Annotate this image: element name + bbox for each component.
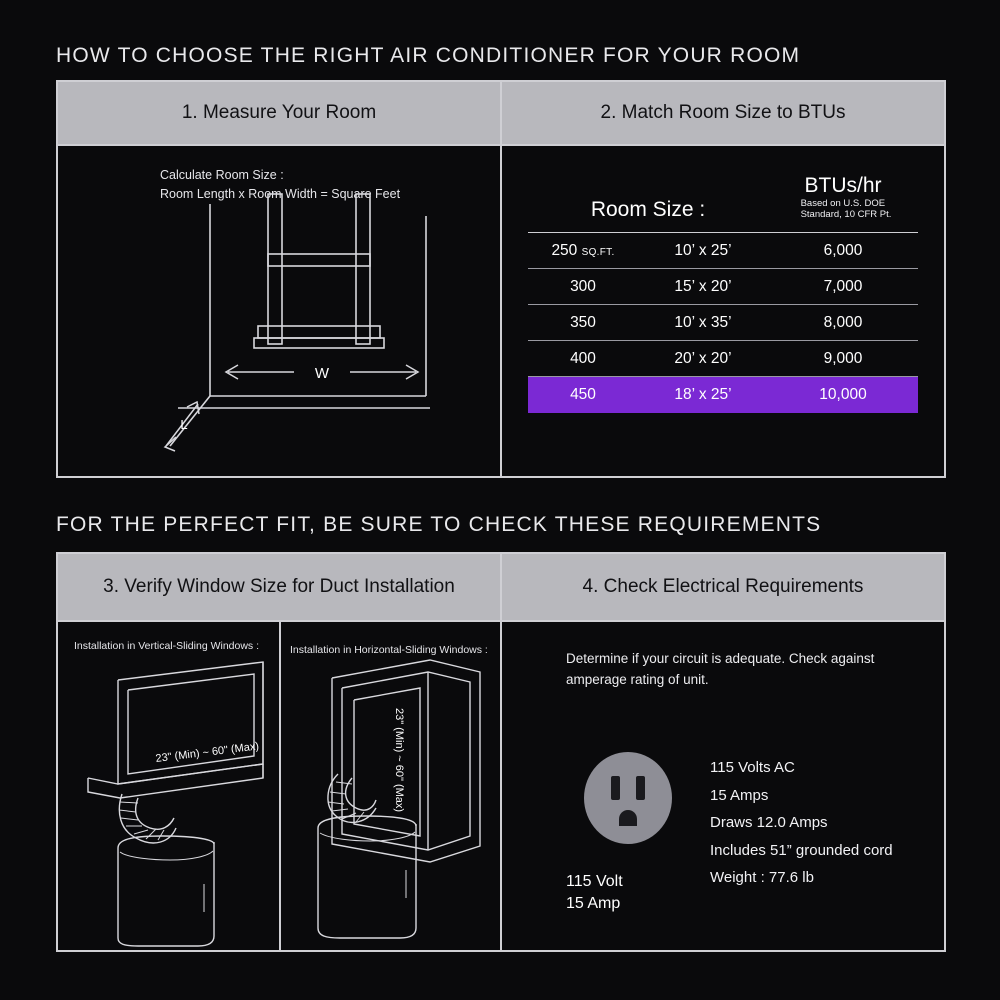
column-header-btu <box>768 174 918 233</box>
panel-match-body <box>502 146 944 478</box>
btu-table-body <box>528 233 918 413</box>
cell-room-size: 300 <box>528 269 638 305</box>
calc-line-2: Room Length x Room Width = Square Feet <box>160 187 401 201</box>
outlet-caption <box>548 871 708 915</box>
spec-item: Weight : 77.6 lb <box>710 869 814 886</box>
section-heading-choose: HOW TO CHOOSE THE RIGHT AIR CONDITIONER FOR YOUR ROOM <box>56 44 801 67</box>
btu-note-line-2: Standard, 10 CFR Pt. <box>800 209 892 220</box>
panel-electrical-requirements <box>500 552 946 952</box>
outlet-block <box>548 750 708 915</box>
cell-btu: 10,000 <box>768 377 918 413</box>
horizontal-sliding-label: Installation in Horizontal-Sliding Windows : <box>290 644 488 656</box>
panel-verify-window <box>56 552 502 952</box>
table-row-highlighted <box>528 377 918 413</box>
cell-room-size-value: 250 <box>551 241 578 259</box>
left-measure-label: 23" (Min) ~ 60" (Max) <box>154 740 260 765</box>
column-header-btu-label: BTUs/hr <box>804 174 882 197</box>
label-w: W <box>314 365 330 382</box>
cell-dimensions: 20’ x 20’ <box>638 341 768 377</box>
column-header-btu-note <box>801 198 892 220</box>
spec-item: 15 Amps <box>710 786 769 804</box>
outlet-caption-line-2: 15 Amp <box>566 895 621 912</box>
panel-electrical-title: 4. Check Electrical Requirements <box>502 554 944 622</box>
cell-room-size: 350 <box>528 305 638 341</box>
section-heading-requirements: FOR THE PERFECT FIT, BE SURE TO CHECK THESE REQUIREMENTS <box>56 513 822 536</box>
power-outlet-icon <box>573 750 683 854</box>
panel-match-title: 2. Match Room Size to BTUs <box>502 82 944 146</box>
vertical-sliding-label: Installation in Vertical-Sliding Windows : <box>74 640 260 652</box>
label-l: L <box>180 417 188 432</box>
panel-match-btus <box>500 80 946 478</box>
outlet-caption-line-1: 115 Volt <box>566 873 623 890</box>
cell-btu: 9,000 <box>768 341 918 377</box>
calc-line-1: Calculate Room Size : <box>160 168 284 182</box>
right-measure-label: 23" (Min) ~ 60" (Max) <box>393 708 405 813</box>
electrical-intro-text: Determine if your circuit is adequate. Check against amperage rating of unit. <box>566 651 875 687</box>
table-row <box>528 233 918 269</box>
spec-item: Draws 12.0 Amps <box>710 814 828 831</box>
cell-btu: 6,000 <box>768 233 918 269</box>
horizontal-sliding-window-illustration <box>280 656 500 948</box>
table-row <box>528 305 918 341</box>
vertical-sliding-window-illustration <box>58 652 279 948</box>
cell-room-size-unit: SQ.FT. <box>581 246 615 258</box>
electrical-specs-list <box>710 754 893 892</box>
btu-table-head <box>528 174 918 233</box>
table-row <box>528 269 918 305</box>
table-row <box>528 341 918 377</box>
column-header-room-size: Room Size : <box>528 174 768 233</box>
panel-measure-room <box>56 80 502 478</box>
spec-item: 115 Volts AC <box>710 759 795 776</box>
panel-electrical-body <box>502 622 944 952</box>
cell-room-size: 450 <box>528 377 638 413</box>
panel-measure-title: 1. Measure Your Room <box>58 82 500 146</box>
panel-window-title: 3. Verify Window Size for Duct Installation <box>58 554 500 622</box>
cell-btu: 7,000 <box>768 269 918 305</box>
btu-table <box>528 174 918 413</box>
cell-room-size <box>528 233 638 269</box>
spec-item: Includes 51” grounded cord <box>710 841 893 859</box>
cell-dimensions: 15’ x 20’ <box>638 269 768 305</box>
table-header-row <box>528 174 918 233</box>
room-diagram-icon <box>58 146 500 478</box>
panel-window-body <box>58 622 500 952</box>
panel-measure-body <box>58 146 500 478</box>
cell-dimensions: 18’ x 25’ <box>638 377 768 413</box>
cell-room-size: 400 <box>528 341 638 377</box>
cell-btu: 8,000 <box>768 305 918 341</box>
cell-dimensions: 10’ x 25’ <box>638 233 768 269</box>
cell-dimensions: 10’ x 35’ <box>638 305 768 341</box>
btu-note-line-1: Based on U.S. DOE <box>800 198 886 209</box>
